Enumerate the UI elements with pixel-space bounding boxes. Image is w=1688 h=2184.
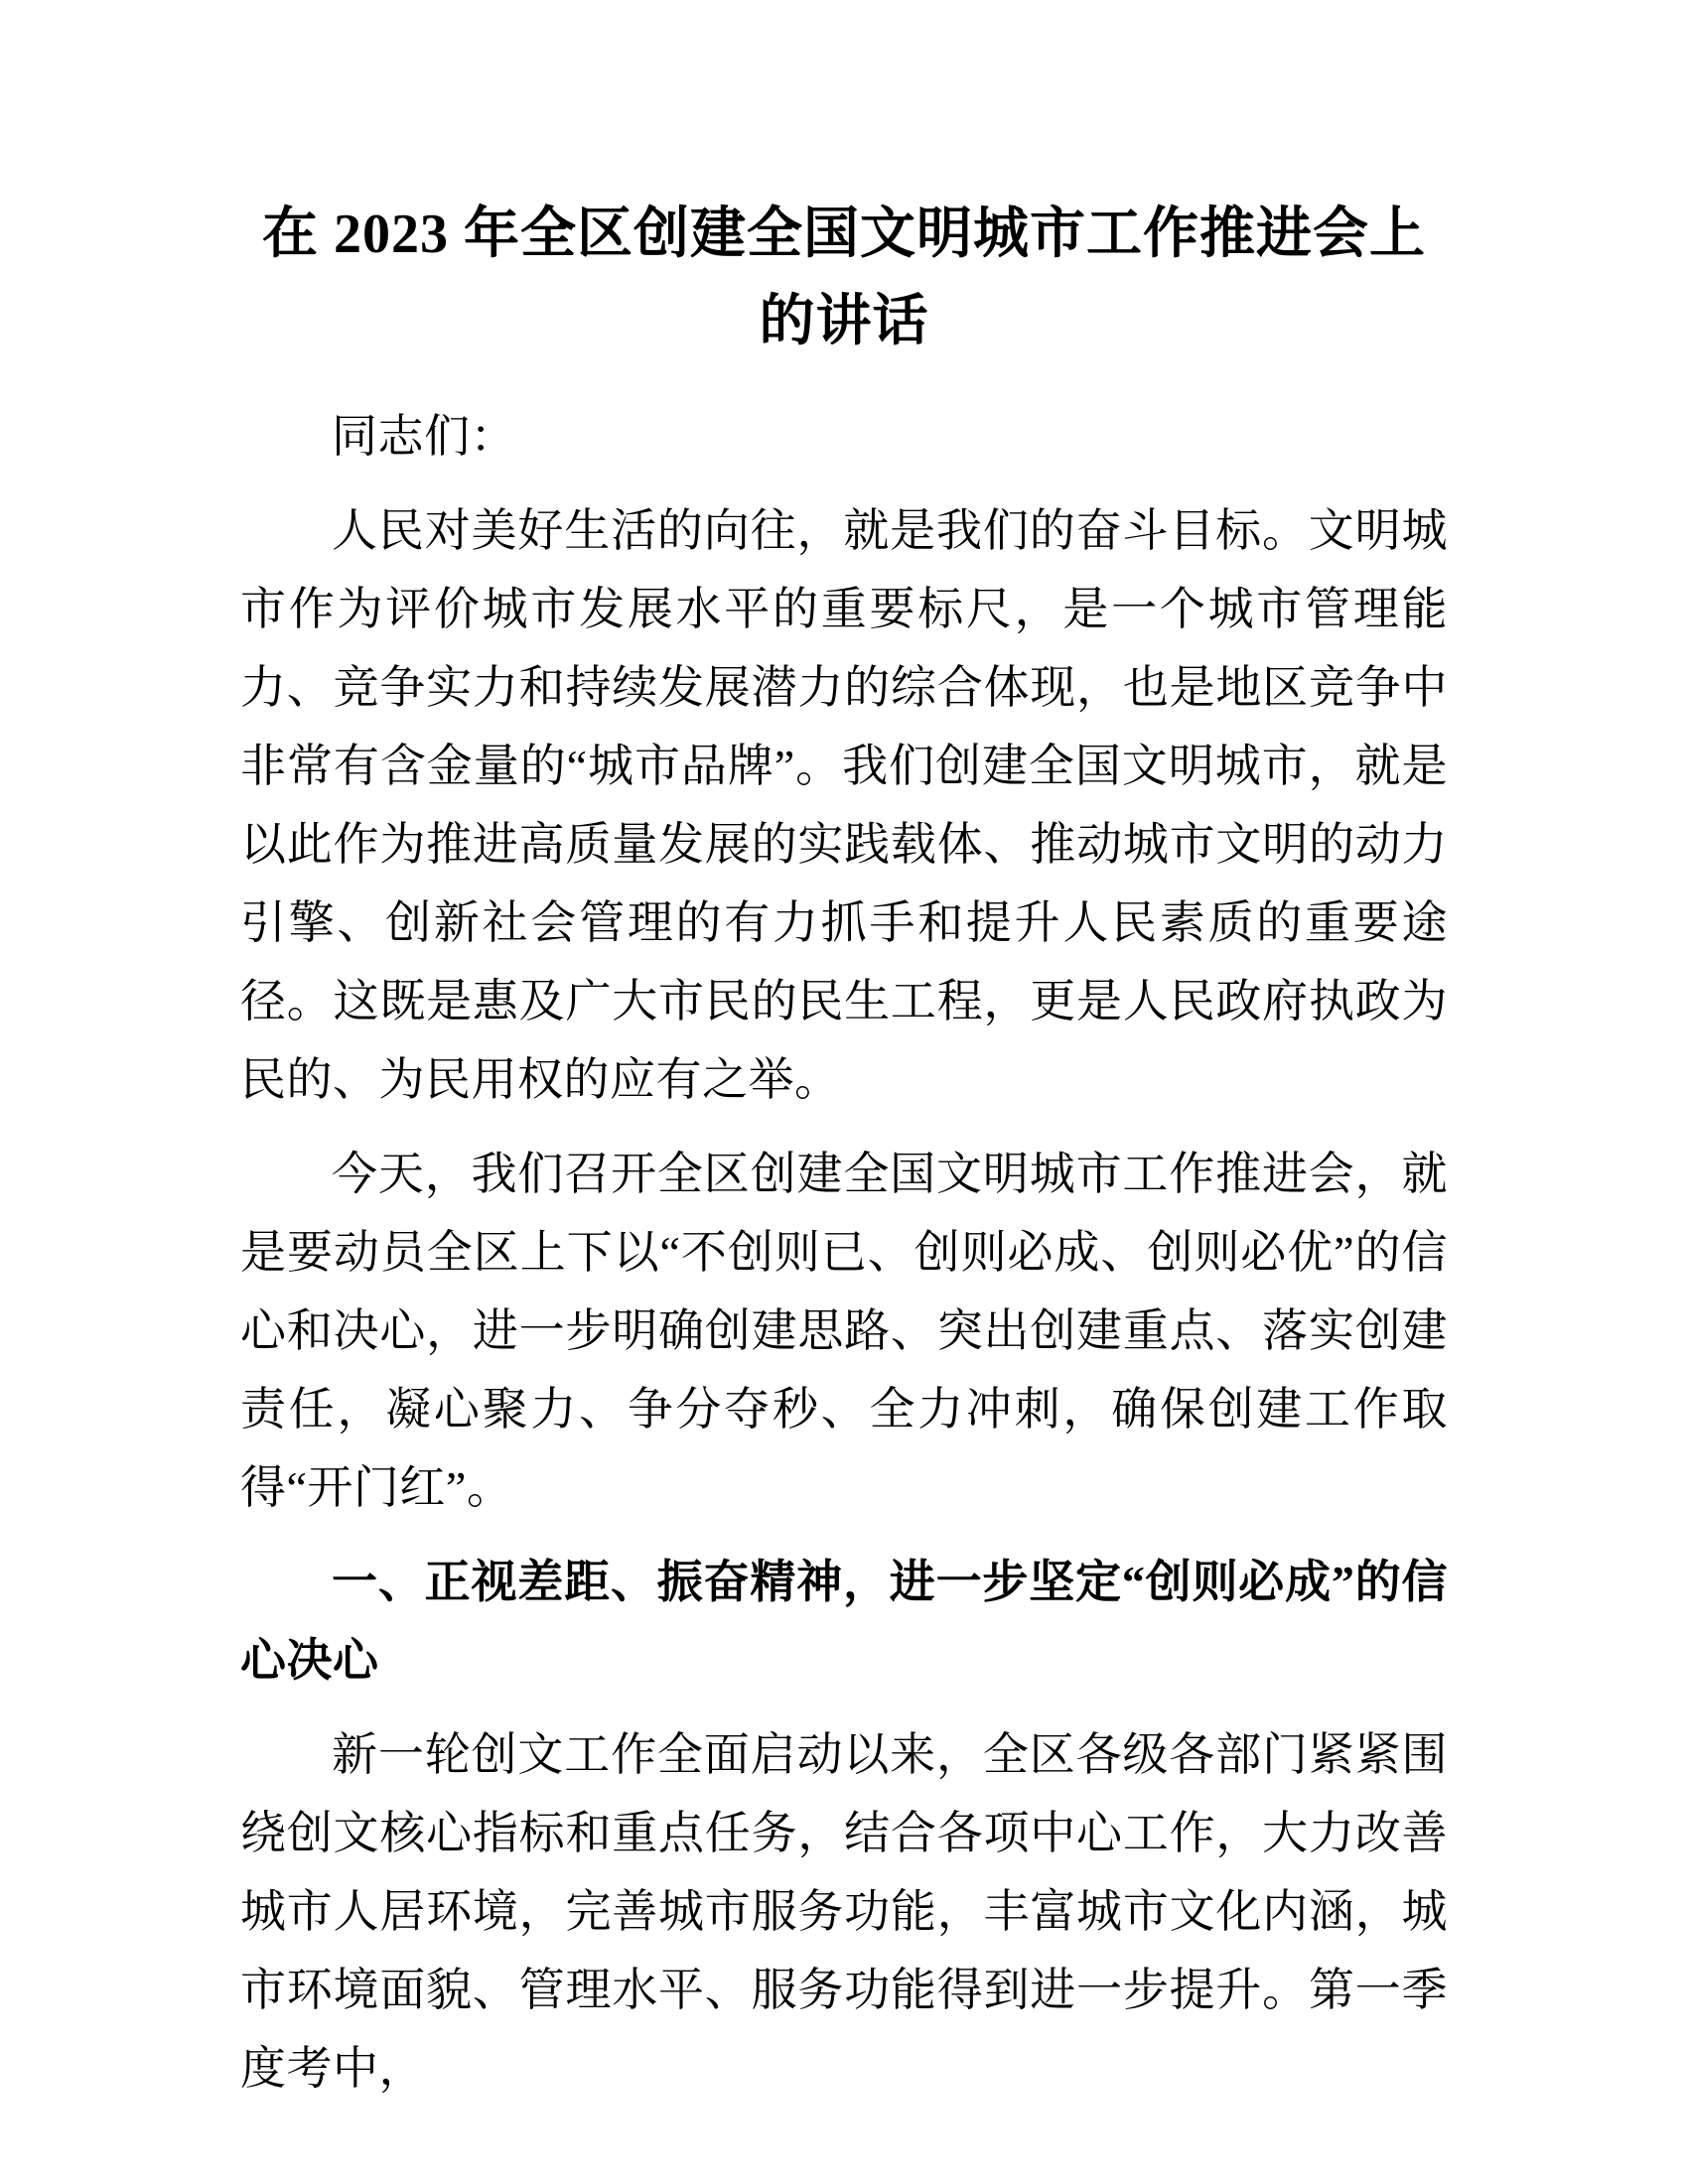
paragraph-meeting-purpose: 今天，我们召开全区创建全国文明城市工作推进会，就是要动员全区上下以“不创则已、创则必成、创则必优”的信心和决心，进一步明确创建思路、突出创建重点、落实创建责任，凝心聚力、争分夺秒、全力冲刺，确保创建工作取得“开门红”。	[240, 1149, 1448, 1513]
paragraph-salutation: 同志们：	[332, 411, 516, 462]
section-heading-1: 一、正视差距、振奋精神，进一步坚定“创则必成”的信心决心	[240, 1557, 1448, 1686]
paragraph-progress: 新一轮创文工作全面启动以来，全区各级各部门紧紧围绕创文核心指标和重点任务，结合各项中心工作，大力改善城市人居环境，完善城市服务功能，丰富城市文化内涵，城市环境面貌、管理水平、服务功能得到进一步提升。第一季度考中，	[240, 1729, 1448, 2094]
document-title: 在 2023 年全区创建全国文明城市工作推进会上的讲话	[262, 204, 1426, 352]
paragraph-intro: 人民对美好生活的向往，就是我们的奋斗目标。文明城市作为评价城市发展水平的重要标尺，是一个城市管理能力、竞争实力和持续发展潜力的综合体现，也是地区竞争中非常有含金量的“城市品牌”。我们创建全国文明城市，就是以此作为推进高质量发展的实践载体、推动城市文明的动力引擎、创新社会管理的有力抓手和提升人民素质的重要途径。这既是惠及广大市民的民生工程，更是人民政府执政为民的、为民用权的应有之举。	[240, 505, 1448, 1105]
